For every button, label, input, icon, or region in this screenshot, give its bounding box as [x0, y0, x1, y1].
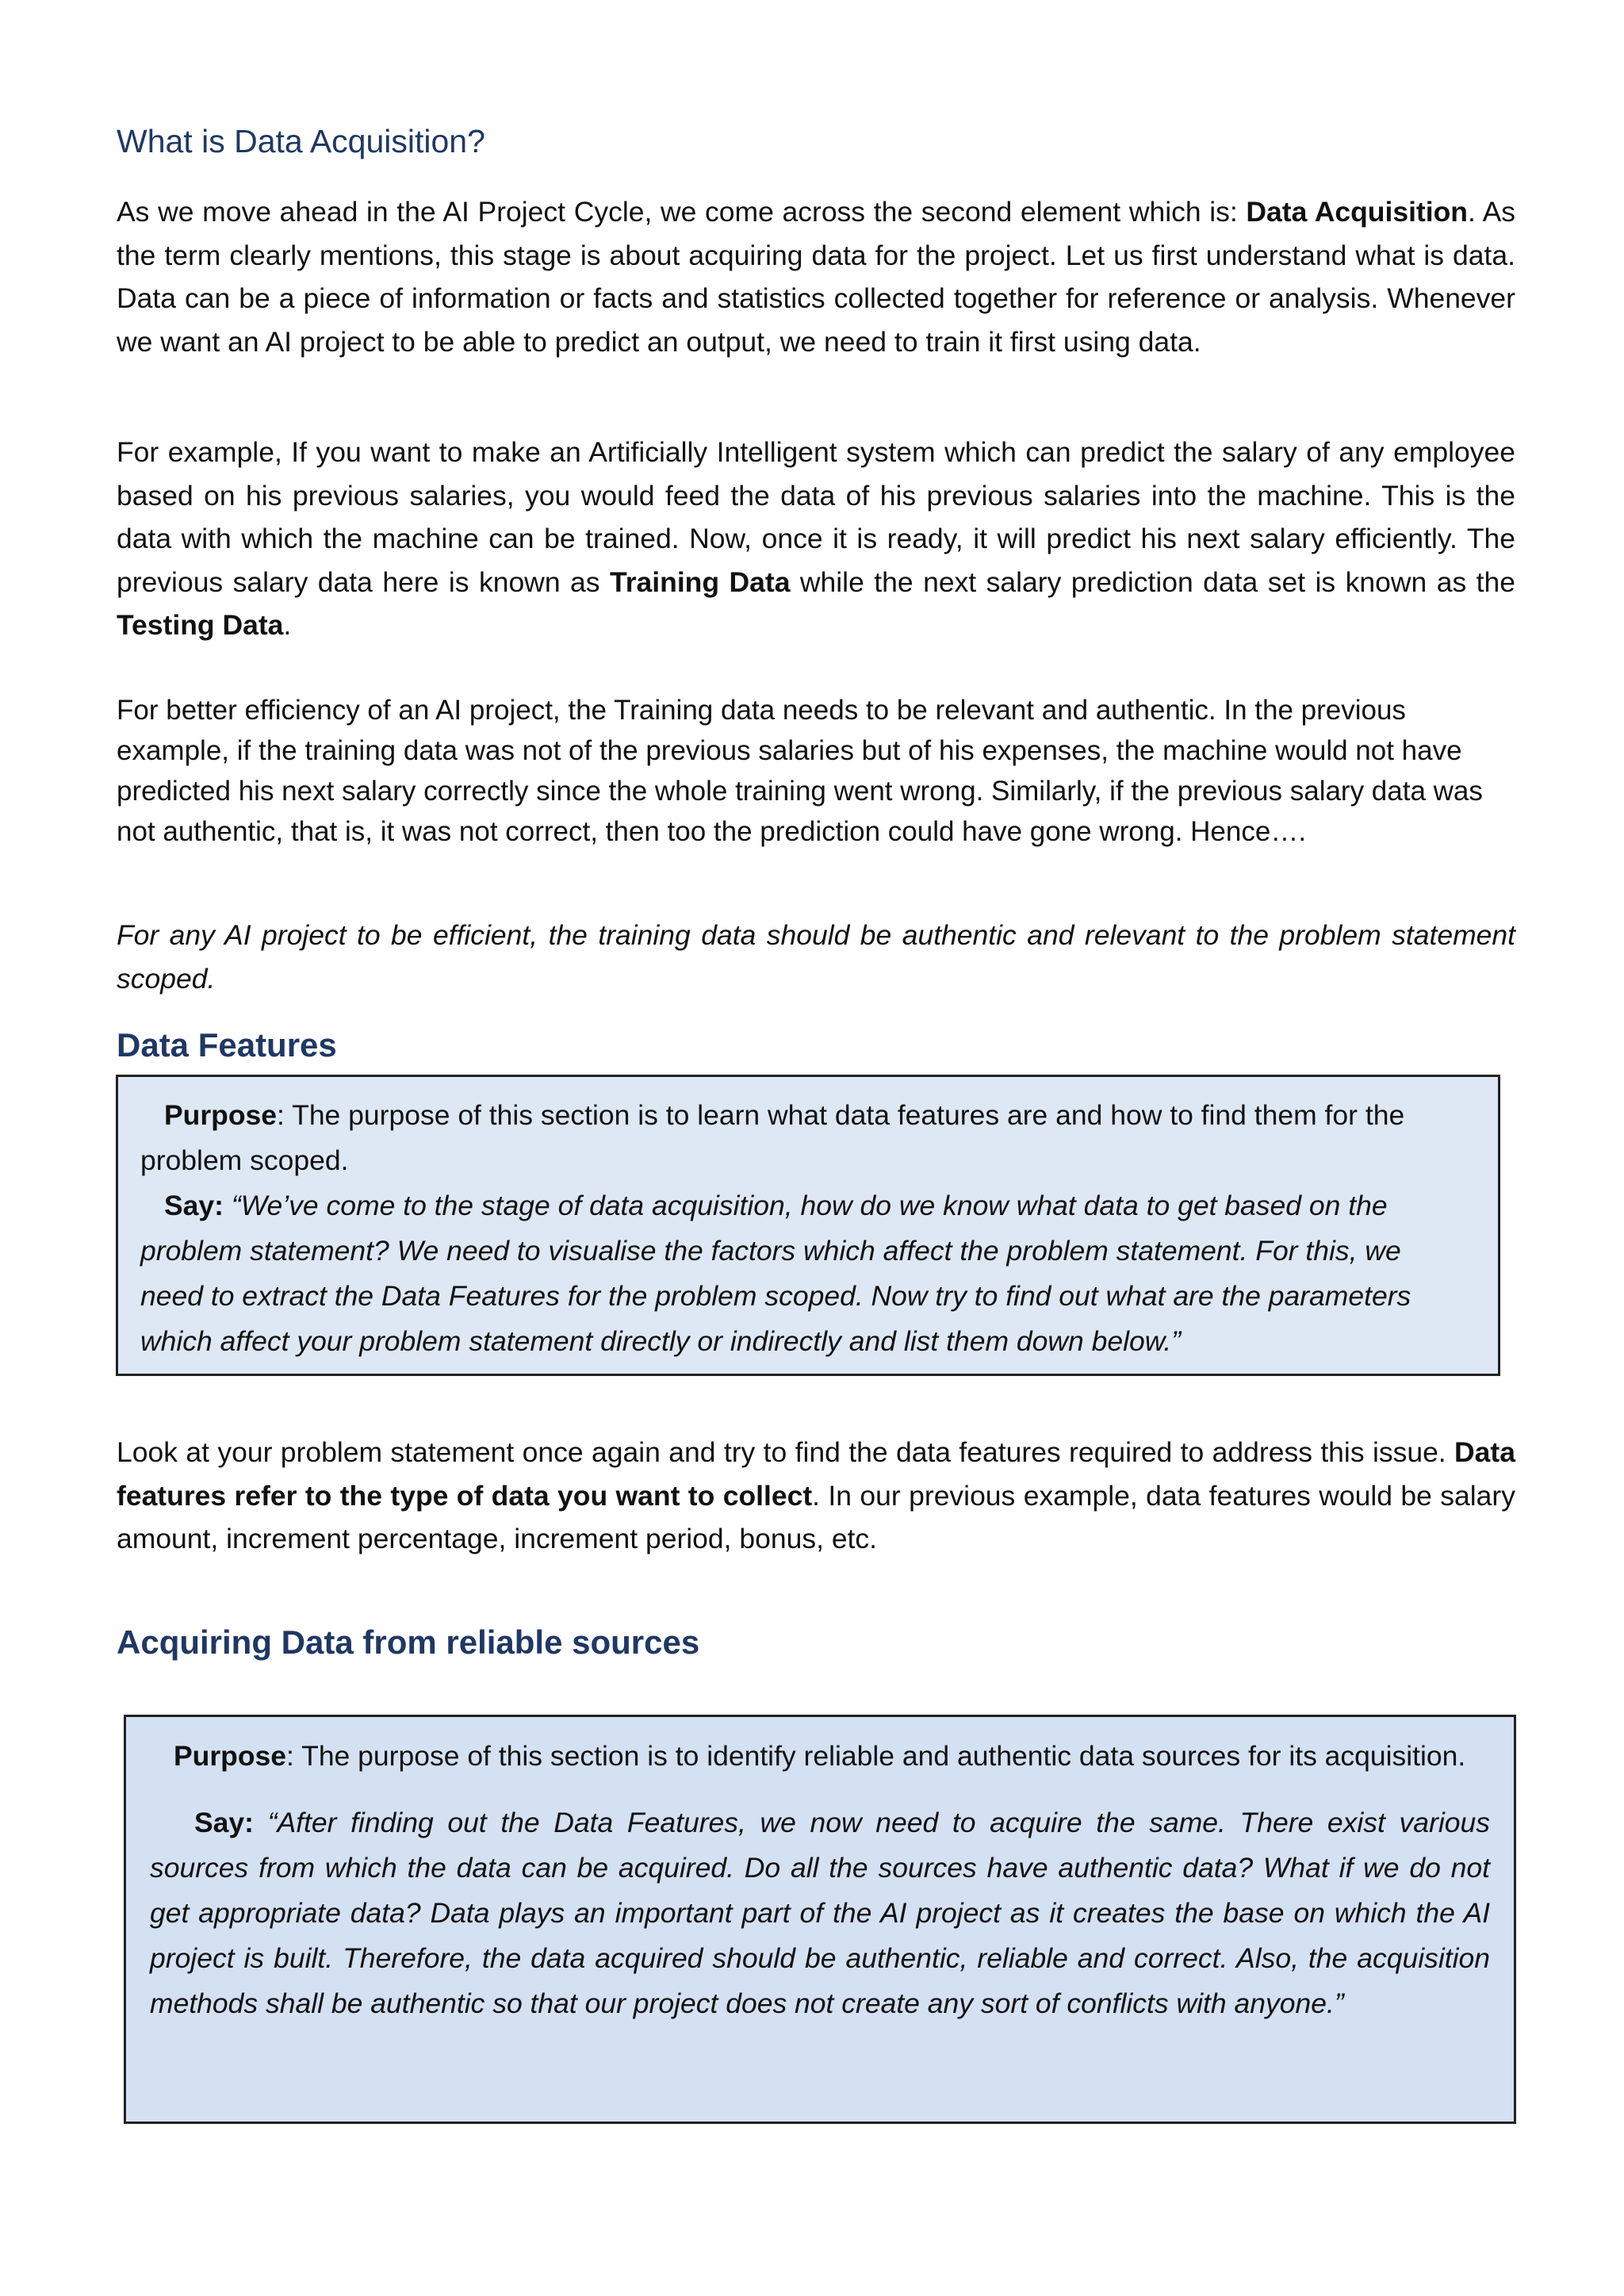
paragraph-data-features-end: . In our previous example, data features would be salary amount, increment percentage, increment period, bonus, etc.: [117, 1479, 1515, 1554]
paragraph-key-statement: For any AI project to be efficient, the training data should be authentic and relevant to the problem statement scoped.: [117, 919, 1515, 995]
paragraph-example-end: .: [283, 609, 292, 641]
heading-what-is-data-acquisition: What is Data Acquisition?: [117, 123, 485, 159]
paragraph-efficiency: For better efficiency of an AI project, the Training data needs to be relevant and authentic. In the previous example, if the training data was not of the previous salaries but of his expenses, the machine would not have predicted his next salary correctly since the whole training went wrong. Similarly, if the previous salary data was not authentic, that is, it was not correct, then too the prediction could have gone wrong. Hence….: [117, 695, 1483, 847]
paragraph-intro: [117, 190, 1515, 363]
facilitator-box-data-features: [116, 1075, 1500, 1376]
purpose-label: Purpose: [174, 1740, 287, 1772]
paragraph-intro-text-end: . As the term clearly mentions, this stage is about acquiring data for the project. Let us first understand what is data. Data can be a piece of information or facts and statistics collected together for reference or analysis. Whenever we want an AI project to be able to predict an output, we need to train it first using data.: [117, 196, 1515, 358]
term-training-data: Training Data: [609, 565, 791, 598]
facilitator-box-reliable-sources: [124, 1715, 1516, 2124]
paragraph-example-text: For example, If you want to make an Artificially Intelligent system which can predict the salary of any employee based on his previous salaries, you would feed the data of his previous salaries into the machine. This is the data with which the machine can be trained. Now, once it is ready, it will predict his next salary efficiently. The previous salary data here is known as: [117, 436, 1515, 598]
purpose-line: [140, 1093, 1450, 1183]
purpose-text: : The purpose of this section is to learn what data features are and how to find them for the problem scoped.: [140, 1099, 1405, 1176]
say-line: [140, 1183, 1450, 1364]
paragraph-data-features-text: Look at your problem statement once again and try to find the data features required to address this issue.: [117, 1436, 1455, 1468]
say-label: Say:: [164, 1190, 224, 1221]
paragraph-example-middle: while the next salary prediction data set is known as the: [790, 565, 1516, 598]
paragraph-intro-text: As we move ahead in the AI Project Cycle, we come across the second element which is:: [117, 196, 1247, 228]
say-label: Say:: [194, 1806, 254, 1838]
term-data-acquisition: Data Acquisition: [1246, 196, 1468, 228]
say-text: “We’ve come to the stage of data acquisition, how do we know what data to get based on the problem statement? We need to visualise the factors which affect the problem statement. For this, we need to extract the Data Features for the problem scoped. Now try to find out what are the parameters which affect your problem statement directly or indirectly and list them down below.”: [140, 1190, 1411, 1357]
paragraph-example: [117, 431, 1515, 647]
purpose-text: : The purpose of this section is to identify reliable and authentic data sources for its acquisition.: [286, 1740, 1466, 1772]
say-text: “After finding out the Data Features, we now need to acquire the same. There exist various sources from which the data can be acquired. Do all the sources have authentic data? What if we do not get appropriate data? Data plays an important part of the AI project as it creates the base on which the AI project is built. Therefore, the data acquired should be authentic, reliable and correct. Also, the acquisition methods shall be authentic so that our project does not create any sort of conflicts with anyone.”: [150, 1806, 1490, 2019]
paragraph-data-features: [117, 1431, 1515, 1561]
heading-acquiring-data: Acquiring Data from reliable sources: [117, 1623, 700, 1661]
term-testing-data: Testing Data: [117, 609, 284, 641]
purpose-line: [150, 1734, 1490, 1778]
heading-data-features: Data Features: [117, 1026, 337, 1064]
say-line: [150, 1800, 1490, 2026]
purpose-label: Purpose: [164, 1099, 278, 1131]
definition-data-features: Data features refer to the type of data you want to collect: [117, 1436, 1515, 1512]
